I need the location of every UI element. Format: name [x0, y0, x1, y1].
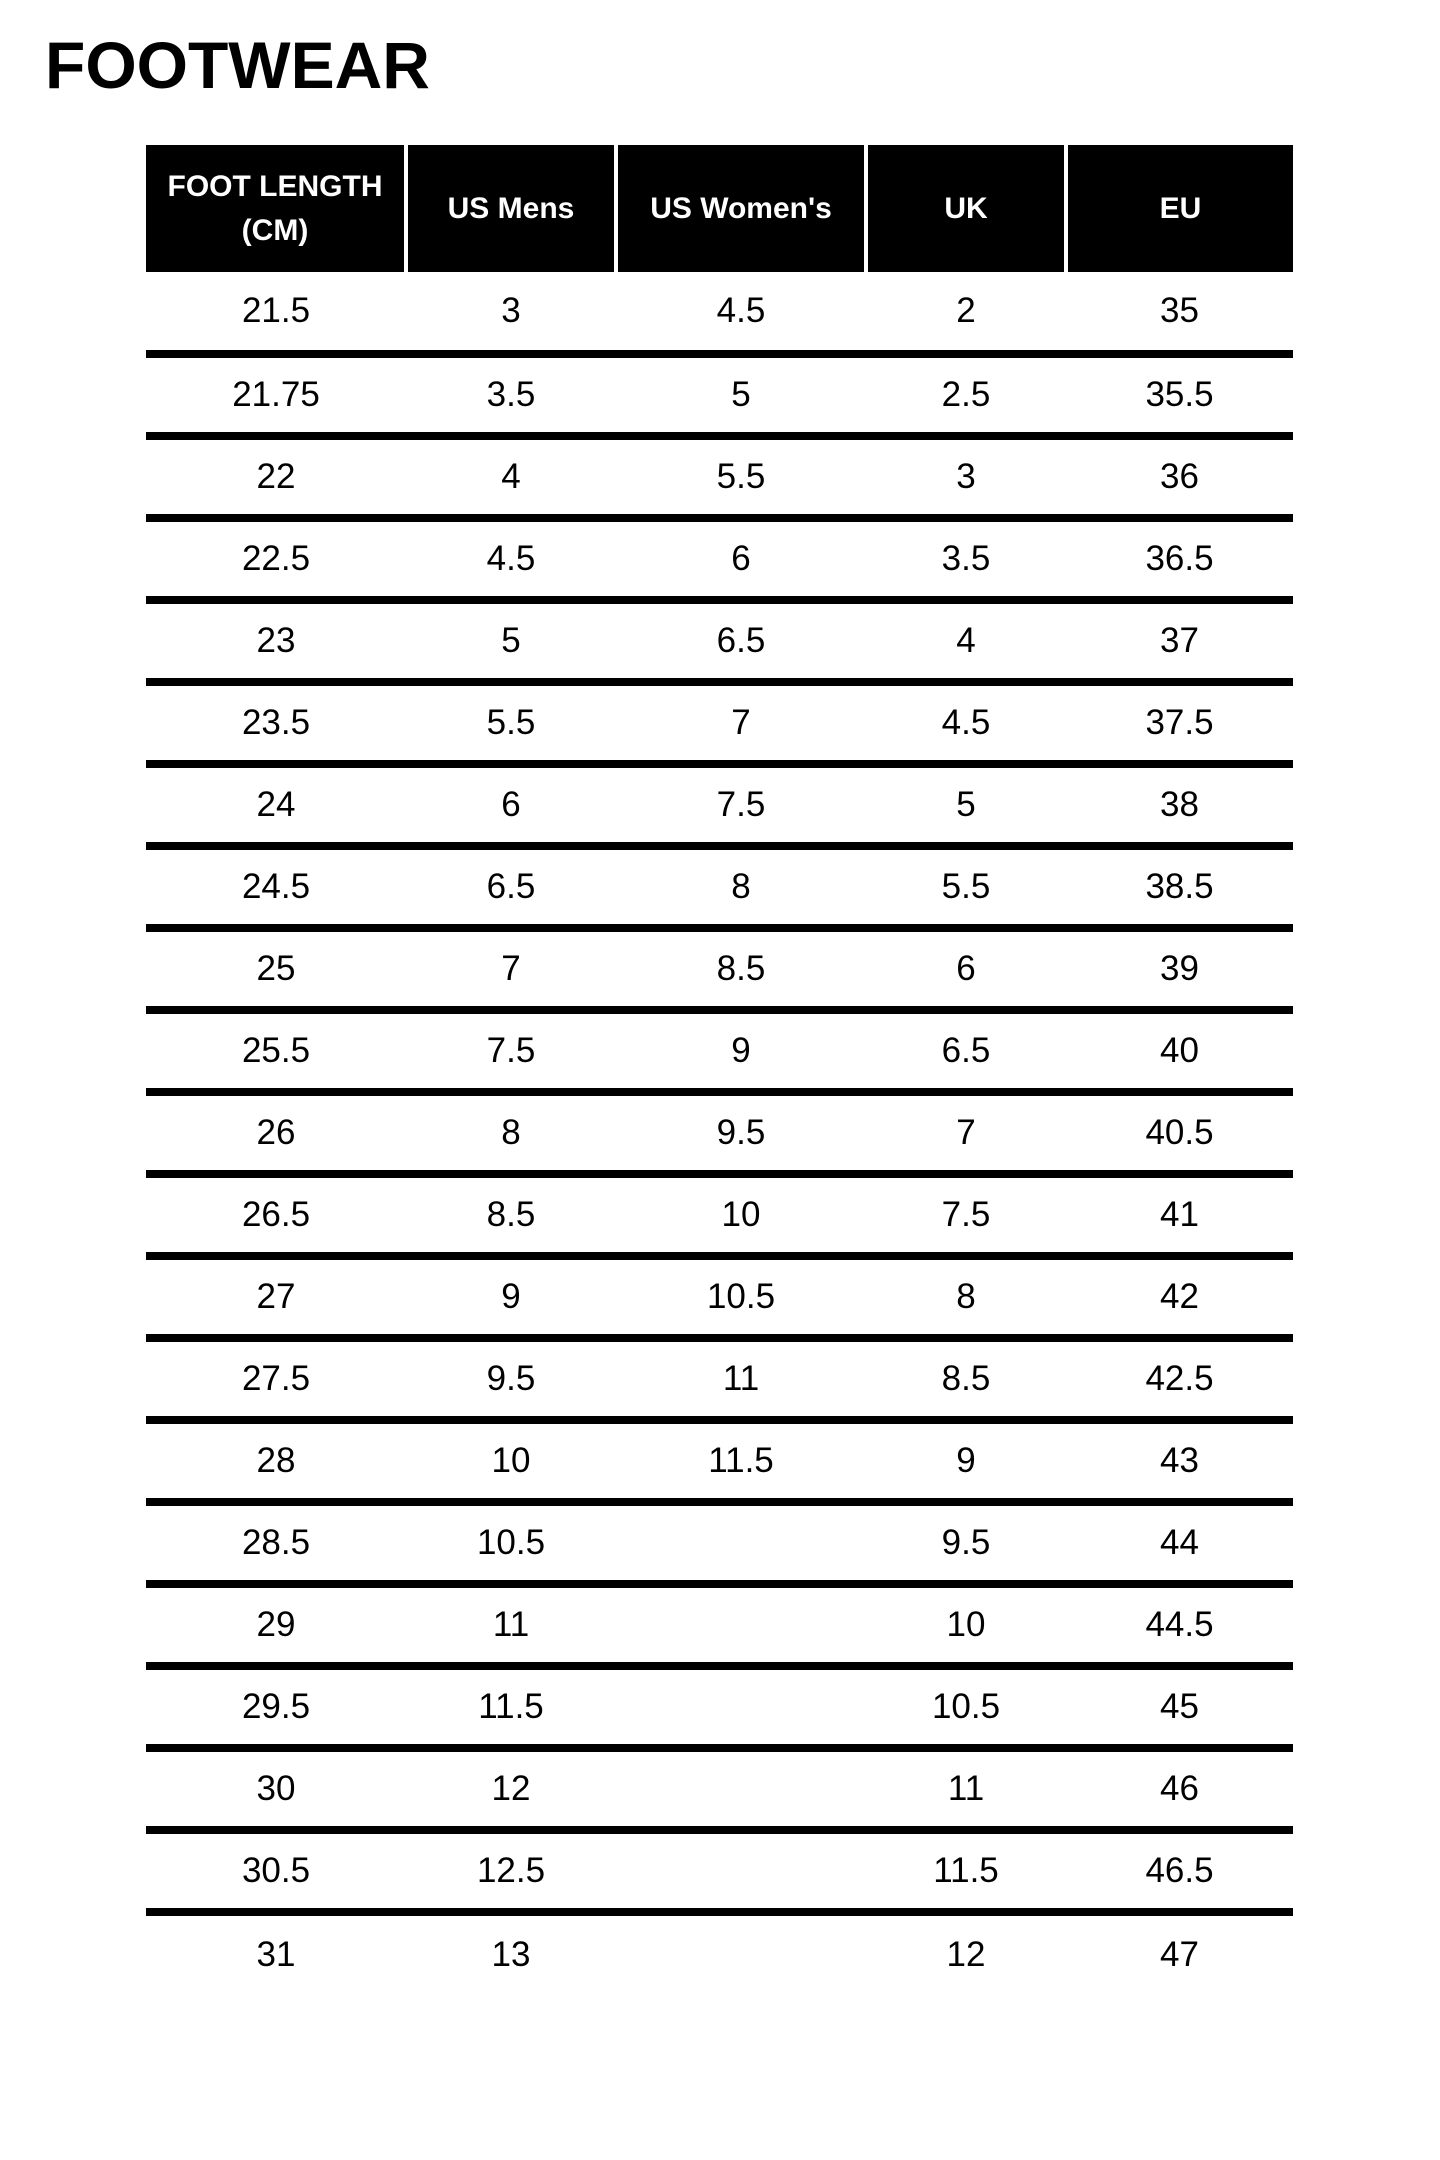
table-row	[146, 928, 1293, 1010]
table-cell: 9	[616, 1010, 866, 1092]
table-cell: 46	[1066, 1748, 1293, 1830]
table-row	[146, 436, 1293, 518]
table-row	[146, 1666, 1293, 1748]
table-cell: 5.5	[406, 682, 616, 764]
table-cell	[616, 1912, 866, 1994]
table-cell	[616, 1666, 866, 1748]
table-cell: 8	[616, 846, 866, 928]
table-cell: 8.5	[866, 1338, 1066, 1420]
table-cell: 46.5	[1066, 1830, 1293, 1912]
table-cell: 12.5	[406, 1830, 616, 1912]
table-cell: 27	[146, 1256, 406, 1338]
table-row	[146, 1502, 1293, 1584]
table-row	[146, 1256, 1293, 1338]
column-header-us-womens: US Women's	[616, 145, 866, 272]
table-cell: 7.5	[406, 1010, 616, 1092]
table-row	[146, 518, 1293, 600]
column-header-foot-length-cm: FOOT LENGTH (CM)	[146, 145, 406, 272]
table-cell: 28.5	[146, 1502, 406, 1584]
table-cell: 38.5	[1066, 846, 1293, 928]
table-cell	[616, 1748, 866, 1830]
table-cell: 2	[866, 272, 1066, 354]
table-cell: 10	[866, 1584, 1066, 1666]
table-cell: 24.5	[146, 846, 406, 928]
table-cell: 5	[616, 354, 866, 436]
table-row	[146, 682, 1293, 764]
table-cell: 23	[146, 600, 406, 682]
table-cell: 6.5	[406, 846, 616, 928]
table-cell: 38	[1066, 764, 1293, 846]
table-cell: 3.5	[406, 354, 616, 436]
table-cell: 11	[616, 1338, 866, 1420]
table-cell: 6	[866, 928, 1066, 1010]
table-cell: 10	[616, 1174, 866, 1256]
size-chart-table	[146, 145, 1293, 1994]
table-cell: 44	[1066, 1502, 1293, 1584]
table-cell: 24	[146, 764, 406, 846]
table-cell: 6.5	[866, 1010, 1066, 1092]
table-cell: 23.5	[146, 682, 406, 764]
table-row	[146, 1830, 1293, 1912]
column-header-us-mens: US Mens	[406, 145, 616, 272]
table-row	[146, 1748, 1293, 1830]
table-cell	[616, 1584, 866, 1666]
table-cell: 5.5	[866, 846, 1066, 928]
table-row	[146, 1420, 1293, 1502]
table-cell: 4.5	[406, 518, 616, 600]
table-cell: 6.5	[616, 600, 866, 682]
table-row	[146, 1174, 1293, 1256]
table-cell: 42	[1066, 1256, 1293, 1338]
table-cell: 3.5	[866, 518, 1066, 600]
table-cell: 4	[406, 436, 616, 518]
table-row	[146, 846, 1293, 928]
table-cell: 9.5	[866, 1502, 1066, 1584]
table-cell: 47	[1160, 1935, 1199, 1974]
table-cell: 10.5	[616, 1256, 866, 1338]
table-cell: 12	[406, 1748, 616, 1830]
table-cell: 37.5	[1066, 682, 1293, 764]
table-cell: 27.5	[146, 1338, 406, 1420]
table-cell: 3	[866, 436, 1066, 518]
table-cell: 35.5	[1066, 354, 1293, 436]
table-cell: 5.5	[616, 436, 866, 518]
table-header	[146, 145, 1293, 272]
header-row	[146, 145, 1293, 272]
table-cell: 11	[406, 1584, 616, 1666]
table-cell: 7.5	[866, 1174, 1066, 1256]
table-cell: 36.5	[1066, 518, 1293, 600]
table-cell: 8	[866, 1256, 1066, 1338]
table-cell: 9	[406, 1256, 616, 1338]
table-cell: 9	[866, 1420, 1066, 1502]
table-cell: 10	[406, 1420, 616, 1502]
table-row	[146, 1584, 1293, 1666]
table-cell: 42.5	[1066, 1338, 1293, 1420]
table-cell: 22	[146, 436, 406, 518]
table-cell: 8.5	[406, 1174, 616, 1256]
table-cell: 7	[406, 928, 616, 1010]
table-row	[146, 1092, 1293, 1174]
table-cell: 36	[1066, 436, 1293, 518]
table-cell: 29	[146, 1584, 406, 1666]
table-cell: 8.5	[616, 928, 866, 1010]
table-cell: 25	[146, 928, 406, 1010]
table-row	[146, 764, 1293, 846]
table-cell: 25.5	[146, 1010, 406, 1092]
table-cell: 6	[616, 518, 866, 600]
table-cell: 6	[406, 764, 616, 846]
table-cell	[616, 1830, 866, 1912]
table-row	[146, 1338, 1293, 1420]
table-cell: 5	[406, 600, 616, 682]
table-cell: 43	[1066, 1420, 1293, 1502]
table-row	[146, 1912, 1293, 1994]
table-cell: 44.5	[1066, 1584, 1293, 1666]
table-cell: 39	[1066, 928, 1293, 1010]
table-cell: 22.5	[146, 518, 406, 600]
table-cell: 30	[146, 1748, 406, 1830]
table-cell: 28	[146, 1420, 406, 1502]
table-cell: 21.5	[146, 272, 406, 354]
table-cell: 40.5	[1066, 1092, 1293, 1174]
table-cell: 11.5	[616, 1420, 866, 1502]
column-header-eu: EU	[1066, 145, 1293, 272]
table-cell: 13	[491, 1935, 531, 1974]
table-cell: 4	[866, 600, 1066, 682]
table-cell: 5	[866, 764, 1066, 846]
table-cell: 11	[866, 1748, 1066, 1830]
table-cell: 9.5	[406, 1338, 616, 1420]
table-cell: 4.5	[616, 272, 866, 354]
table-cell: 37	[1066, 600, 1293, 682]
table-cell: 26.5	[146, 1174, 406, 1256]
column-header-uk: UK	[866, 145, 1066, 272]
table-cell: 41	[1066, 1174, 1293, 1256]
table-cell: 3	[406, 272, 616, 354]
table-cell: 4.5	[866, 682, 1066, 764]
table-cell: 11.5	[866, 1830, 1066, 1912]
table-cell: 40	[1066, 1010, 1293, 1092]
table-row	[146, 354, 1293, 436]
table-cell: 2.5	[866, 354, 1066, 436]
table-row	[146, 600, 1293, 682]
table-cell: 21.75	[146, 354, 406, 436]
table-cell: 10.5	[406, 1502, 616, 1584]
table-cell: 29.5	[146, 1666, 406, 1748]
table-cell: 31	[256, 1935, 296, 1974]
table-cell: 12	[946, 1935, 986, 1974]
table-cell: 7	[616, 682, 866, 764]
table-row	[146, 272, 1293, 354]
table-cell: 30.5	[146, 1830, 406, 1912]
table-cell: 9.5	[616, 1092, 866, 1174]
table-cell: 7.5	[616, 764, 866, 846]
table-cell: 26	[146, 1092, 406, 1174]
table-cell: 11.5	[406, 1666, 616, 1748]
page-title: FOOTWEAR	[45, 28, 430, 102]
table-cell: 45	[1066, 1666, 1293, 1748]
table-cell: 8	[406, 1092, 616, 1174]
table-cell	[616, 1502, 866, 1584]
table-cell: 7	[866, 1092, 1066, 1174]
table-body	[146, 272, 1293, 1994]
table-cell: 10.5	[866, 1666, 1066, 1748]
table-cell: 35	[1066, 272, 1293, 354]
table-row	[146, 1010, 1293, 1092]
